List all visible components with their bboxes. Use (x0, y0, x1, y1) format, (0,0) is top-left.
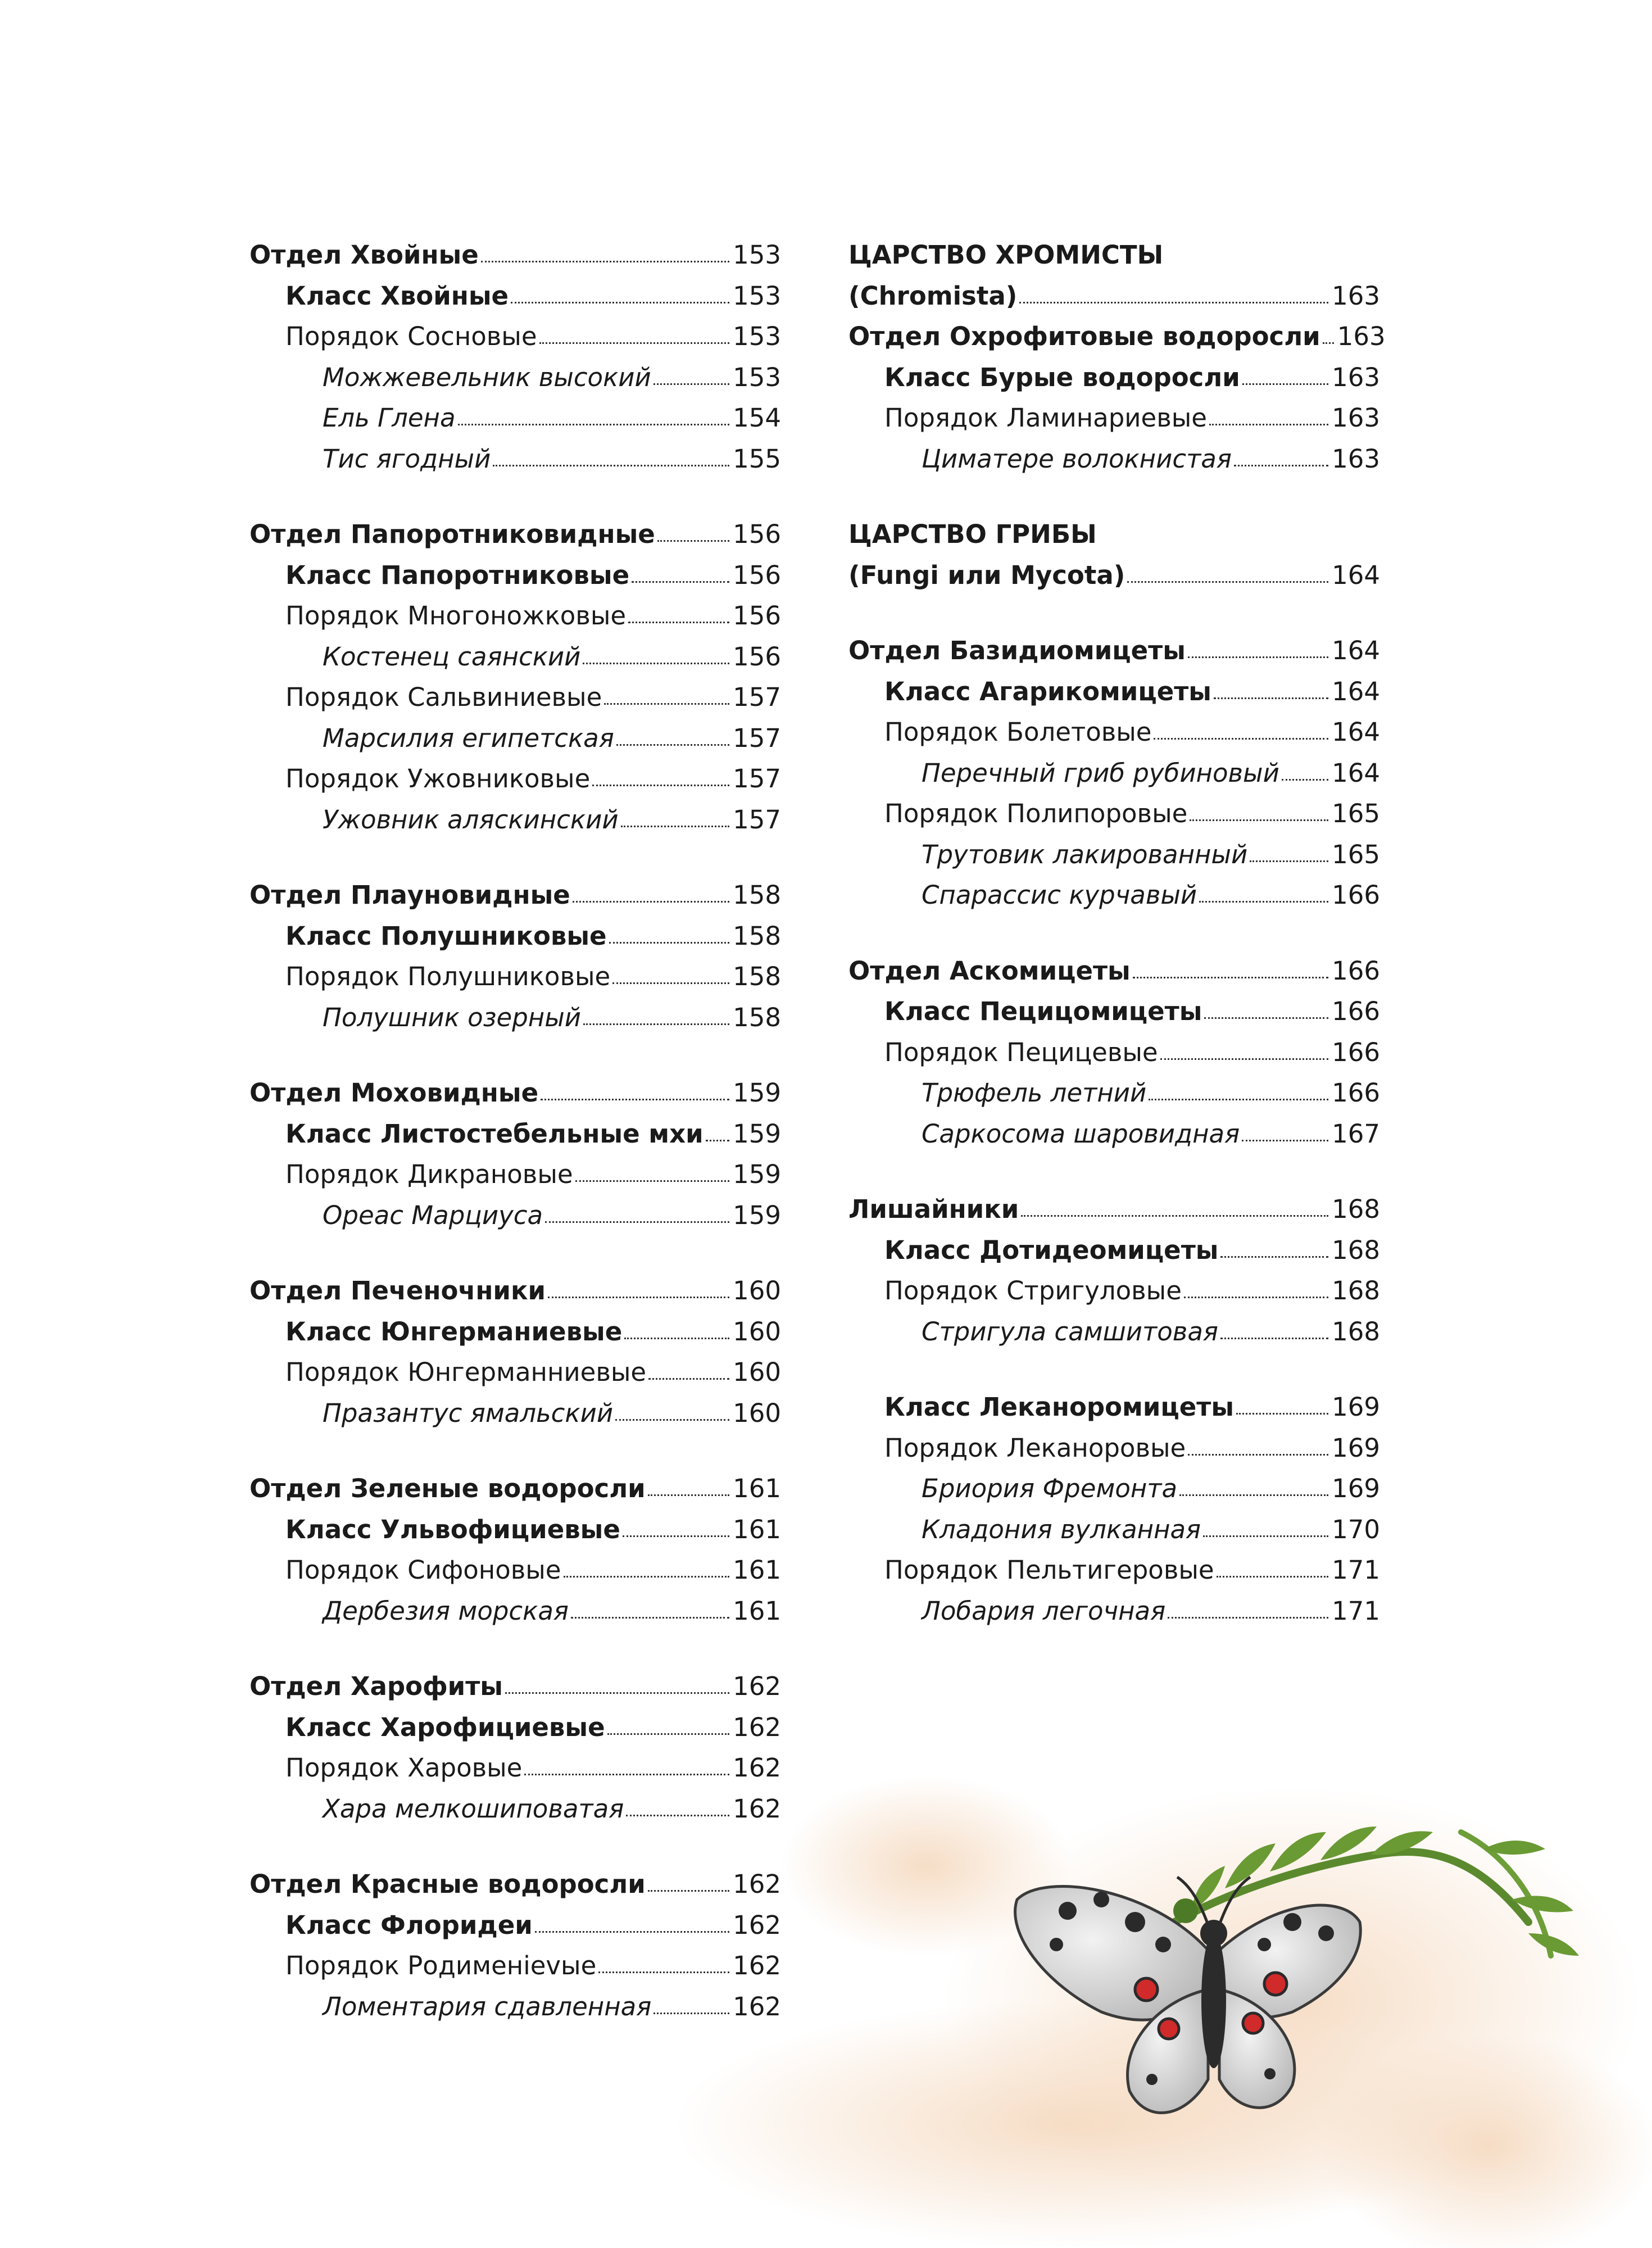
toc-dot-leader (1234, 459, 1328, 466)
toc-page-number: 153 (733, 280, 781, 311)
toc-page-number: 160 (733, 1398, 781, 1428)
toc-dot-leader (1323, 337, 1334, 344)
toc-page-number: 162 (733, 1793, 781, 1824)
toc-page-number: 169 (1332, 1474, 1380, 1503)
toc-dot-leader (1199, 895, 1328, 903)
toc-page-number: 153 (733, 240, 781, 270)
toc-dot-leader (1188, 651, 1328, 658)
toc-dot-leader (1021, 1209, 1328, 1217)
toc-page-number: 159 (733, 1118, 781, 1149)
toc-page-number: 156 (733, 641, 781, 672)
toc-page-number: 170 (1332, 1514, 1380, 1544)
toc-entry[interactable] (848, 1073, 1380, 1114)
toc-entry-label: Лишайники (848, 1194, 1019, 1224)
toc-group (249, 1271, 781, 1434)
toc-entry[interactable] (848, 555, 1380, 596)
toc-entry[interactable] (249, 875, 781, 916)
toc-page-number: 163 (1337, 321, 1386, 351)
toc-page-number: 162 (733, 1991, 781, 2022)
toc-dot-leader (1282, 773, 1328, 781)
toc-entry-label: Празантус ямальский (323, 1398, 614, 1428)
toc-entry-label: Порядок Ламинариевые (884, 403, 1207, 433)
toc-page-number: 157 (733, 804, 781, 835)
toc-entry[interactable] (249, 1114, 781, 1155)
toc-page-number: 160 (733, 1276, 781, 1306)
toc-entry-label: Отдел Печеночники (249, 1276, 546, 1306)
toc-dot-leader (623, 1530, 729, 1537)
toc-group (848, 951, 1380, 1155)
toc-entry[interactable] (249, 596, 781, 637)
toc-entry[interactable] (848, 1271, 1380, 1312)
toc-dot-leader (535, 1925, 729, 1933)
toc-entry[interactable] (848, 398, 1380, 439)
toc-group (249, 1666, 781, 1829)
toc-entry-label: Порядок Многоножковые (285, 601, 627, 631)
toc-dot-leader (1179, 1489, 1328, 1496)
toc-entry-label: Порядок Юнгерманниевые (285, 1357, 647, 1387)
toc-dot-leader (607, 1728, 730, 1735)
toc-dot-leader (1236, 1407, 1328, 1415)
toc-entry[interactable] (249, 316, 781, 357)
toc-entry-label: Класс Папоротниковые (285, 560, 630, 590)
toc-entry-label: Порядок Дикрановые (285, 1159, 573, 1189)
toc-dot-leader (609, 936, 730, 944)
toc-group (249, 1073, 781, 1236)
toc-entry[interactable] (249, 677, 781, 718)
toc-group (848, 631, 1380, 916)
toc-entry-label: Лобария легочная (922, 1596, 1166, 1626)
toc-entry-label: Трутовик лакированный (922, 839, 1248, 869)
toc-dot-leader (1242, 1134, 1328, 1141)
toc-left-column (249, 235, 781, 2062)
toc-entry[interactable] (848, 1510, 1380, 1551)
toc-dot-leader (648, 1884, 729, 1892)
toc-entry-label: Ломентария сдавленная (323, 1991, 652, 2022)
toc-entry-label: Ужовник аляскинский (323, 804, 619, 835)
toc-entry-label: Отдел Моховидные (249, 1078, 539, 1108)
toc-entry[interactable] (249, 1195, 781, 1236)
toc-entry-label: Перечный гриб рубиновый (922, 758, 1279, 788)
toc-page-number: 164 (1332, 636, 1380, 665)
toc-entry-label: Стригула самшитовая (922, 1316, 1218, 1347)
toc-page-number: 163 (1332, 280, 1380, 311)
toc-entry[interactable] (249, 1393, 781, 1434)
toc-entry[interactable] (249, 1591, 781, 1632)
toc-entry-label: Циматере волокнистая (922, 443, 1232, 474)
toc-entry[interactable] (249, 1666, 781, 1707)
toc-entry[interactable] (848, 951, 1380, 992)
toc-page-number: 155 (733, 443, 781, 474)
toc-entry-label: Порядок Леканоровые (884, 1433, 1186, 1463)
toc-page-number: 167 (1332, 1118, 1380, 1149)
toc-dot-leader (1133, 971, 1328, 978)
toc-page-number: 158 (733, 962, 781, 991)
toc-entry[interactable] (848, 276, 1380, 317)
toc-page-number: 160 (733, 1316, 781, 1347)
toc-entry-label: Порядок Сосновые (285, 321, 537, 351)
toc-dot-leader (632, 575, 729, 583)
toc-entry[interactable] (249, 398, 781, 439)
toc-page-number: 165 (1332, 839, 1380, 869)
toc-dot-leader (583, 657, 729, 664)
toc-dot-leader (1220, 1250, 1328, 1258)
toc-entry-label: Класс Флоридеи (285, 1910, 533, 1940)
toc-entry-label: Саркосома шаровидная (922, 1118, 1240, 1149)
toc-dot-leader (616, 738, 729, 746)
toc-entry-label: Порядок Сифоновые (285, 1555, 561, 1585)
toc-entry[interactable] (249, 1352, 781, 1393)
toc-dot-leader (1217, 1570, 1329, 1578)
toc-entry-label: Костенец саянский (323, 641, 581, 672)
toc-page-number: 165 (1332, 799, 1380, 828)
toc-dot-leader (706, 1134, 729, 1141)
toc-page-number: 159 (733, 1200, 781, 1230)
toc-dot-leader (458, 418, 730, 425)
toc-entry-label: Класс Дотидеомицеты (884, 1235, 1219, 1265)
toc-dot-leader (621, 820, 730, 827)
toc-group (249, 1864, 781, 2027)
toc-page-number: 157 (733, 723, 781, 753)
toc-dot-leader (648, 1489, 729, 1496)
toc-page-number: 169 (1332, 1433, 1380, 1463)
toc-page-number: 161 (733, 1555, 781, 1585)
toc-entry[interactable] (249, 276, 781, 317)
toc-dot-leader (511, 296, 729, 303)
toc-entry[interactable] (848, 357, 1380, 398)
toc-page-number: 168 (1332, 1235, 1380, 1265)
toc-entry[interactable] (848, 1591, 1380, 1632)
toc-entry[interactable] (249, 718, 781, 759)
toc-dot-leader (1204, 1012, 1328, 1019)
toc-entry-label: Класс Бурые водоросли (884, 362, 1240, 392)
toc-entry-label: Марсилия египетская (323, 723, 614, 753)
toc-dot-leader (1220, 1332, 1328, 1339)
toc-dot-leader (1019, 296, 1328, 303)
toc-kingdom-heading[interactable] (848, 235, 1380, 276)
toc-dot-leader (1242, 378, 1328, 385)
toc-entry-label: Тис ягодный (323, 443, 491, 474)
toc-entry[interactable] (848, 1189, 1380, 1230)
toc-entry-label: Ореас Марциуса (323, 1200, 543, 1230)
toc-entry-label: Отдел Базидиомицеты (848, 636, 1186, 665)
toc-entry[interactable] (848, 1032, 1380, 1073)
toc-entry-label: Полушник озерный (323, 1002, 581, 1032)
toc-entry[interactable] (249, 1312, 781, 1353)
toc-page-number: 162 (733, 1869, 781, 1899)
toc-entry[interactable] (848, 991, 1380, 1032)
toc-dot-leader (493, 459, 729, 466)
toc-page-number: 164 (1332, 758, 1380, 788)
toc-dot-leader (1149, 1093, 1328, 1100)
toc-entry-label: Класс Хвойные (285, 280, 509, 311)
toc-page-number: 166 (1332, 1037, 1380, 1067)
toc-entry[interactable] (848, 1387, 1380, 1428)
toc-dot-leader (615, 1413, 729, 1421)
toc-entry-label: Отдел Харофиты (249, 1671, 503, 1701)
toc-page-number: 166 (1332, 1078, 1380, 1108)
toc-page-number: 171 (1332, 1555, 1380, 1585)
toc-page-number: 161 (733, 1596, 781, 1626)
toc-entry[interactable] (249, 1073, 781, 1114)
toc-entry-label: Отдел Зеленые водоросли (249, 1474, 646, 1503)
toc-page-number: 153 (733, 321, 781, 351)
toc-dot-leader (481, 255, 729, 262)
toc-entry[interactable] (848, 1428, 1380, 1469)
toc-entry-label: Класс Харофициевые (285, 1712, 605, 1742)
toc-entry[interactable] (249, 1748, 781, 1789)
toc-entry-label: Класс Ульвофициевые (285, 1514, 620, 1544)
toc-dot-leader (564, 1570, 730, 1578)
toc-kingdom-heading[interactable] (848, 514, 1380, 555)
toc-entry[interactable] (848, 631, 1380, 672)
toc-dot-leader (541, 1093, 729, 1100)
toc-entry[interactable] (848, 672, 1380, 713)
toc-dot-leader (1154, 732, 1328, 740)
toc-entry[interactable] (848, 875, 1380, 916)
toc-entry-label: (Chromista) (848, 280, 1018, 311)
toc-dot-leader (626, 1809, 729, 1816)
toc-entry-label: Отдел Красные водоросли (249, 1869, 646, 1899)
toc-page-number: 166 (1332, 955, 1380, 986)
toc-entry-label: Порядок Полушниковые (285, 962, 611, 991)
toc-entry-label: Порядок Харовые (285, 1753, 523, 1783)
toc-group (249, 1469, 781, 1631)
toc-entry[interactable] (848, 316, 1386, 357)
toc-dot-leader (592, 779, 729, 786)
toc-page-number: 166 (1332, 996, 1380, 1026)
toc-entry[interactable] (848, 1550, 1380, 1591)
toc-entry[interactable] (249, 1469, 781, 1510)
toc-dot-leader (1209, 418, 1328, 425)
toc-page-number: 164 (1332, 717, 1380, 747)
toc-group (249, 875, 781, 1038)
toc-entry[interactable] (249, 235, 781, 276)
toc-entry[interactable] (848, 1312, 1380, 1353)
toc-entry[interactable] (249, 1510, 781, 1551)
toc-page-number: 168 (1332, 1276, 1380, 1306)
toc-entry-label: Кладония вулканная (922, 1514, 1201, 1544)
toc-dot-leader (628, 616, 729, 623)
toc-page-number: 171 (1332, 1596, 1380, 1626)
toc-page-number: 158 (733, 1002, 781, 1032)
toc-page-number: 156 (733, 519, 781, 549)
toc-page-number: 163 (1332, 362, 1380, 392)
toc-entry[interactable] (848, 753, 1380, 794)
toc-dot-leader (1184, 1291, 1328, 1298)
toc-entry-label: Отдел Аскомицеты (848, 955, 1131, 986)
toc-entry-label: Отдел Папоротниковидные (249, 519, 655, 549)
toc-entry-label: Порядок Ужовниковые (285, 764, 591, 794)
toc-entry[interactable] (249, 998, 781, 1039)
toc-entry-label: Порядок Полипоровые (884, 799, 1188, 828)
toc-page-number: 158 (733, 880, 781, 910)
toc-entry[interactable] (249, 514, 781, 555)
toc-entry[interactable] (249, 637, 781, 678)
toc-entry[interactable] (249, 1154, 781, 1195)
toc-entry-label: Хара мелкошиповатая (323, 1793, 624, 1824)
toc-entry[interactable] (249, 1550, 781, 1591)
toc-dot-leader (539, 337, 730, 344)
toc-page-number: 162 (733, 1671, 781, 1701)
toc-dot-leader (583, 1018, 729, 1025)
toc-entry-label: (Fungi или Mycota) (848, 560, 1125, 590)
toc-page-number: 159 (733, 1159, 781, 1189)
toc-entry-label: Дербезия морская (323, 1596, 569, 1626)
toc-page-number: 162 (733, 1951, 781, 1980)
toc-entry-label: Порядок Пельтигеровые (884, 1555, 1214, 1585)
toc-dot-leader (1188, 1448, 1328, 1456)
toc-page-number: 168 (1332, 1194, 1380, 1224)
toc-page-number: 159 (733, 1078, 781, 1108)
toc-dot-leader (624, 1332, 729, 1339)
toc-page-number: 162 (733, 1712, 781, 1742)
toc-group (249, 235, 781, 479)
toc-page-number: 162 (733, 1910, 781, 1940)
toc-entry[interactable] (249, 800, 781, 841)
toc-dot-leader (648, 1372, 729, 1380)
toc-entry-label: Класс Агарикомицеты (884, 676, 1211, 706)
toc-dot-leader (1160, 1053, 1329, 1060)
toc-page-number: 166 (1332, 880, 1380, 910)
toc-entry[interactable] (848, 439, 1380, 480)
toc-right-column (848, 235, 1386, 1666)
toc-entry-label: Порядок Сальвиниевые (285, 682, 602, 712)
toc-dot-leader (653, 2007, 729, 2014)
toc-page-number: 163 (1332, 443, 1380, 474)
toc-entry-label: Отдел Охрофитовые водоросли (848, 321, 1320, 351)
toc-entry-label: ЦАРСТВО ХРОМИСТЫ (848, 240, 1164, 270)
toc-dot-leader (1214, 692, 1328, 699)
toc-group (848, 1189, 1380, 1352)
toc-dot-leader (1203, 1530, 1328, 1537)
toc-entry-label: Класс Полушниковые (285, 921, 607, 951)
toc-page-number: 153 (733, 362, 781, 392)
toc-dot-leader (657, 534, 729, 542)
toc-dot-leader (612, 977, 729, 984)
toc-entry-label: Порядок Родименievые (285, 1951, 597, 1980)
toc-entry[interactable] (249, 1707, 781, 1748)
toc-dot-leader (1168, 1611, 1328, 1619)
toc-entry-label: Ель Глена (323, 403, 456, 433)
toc-entry[interactable] (249, 1987, 781, 2028)
toc-group (848, 514, 1380, 596)
toc-entry[interactable] (249, 1946, 781, 1987)
toc-entry[interactable] (249, 1789, 781, 1830)
toc-page-number: 157 (733, 764, 781, 794)
toc-dot-leader (604, 697, 729, 705)
toc-entry[interactable] (249, 1271, 781, 1312)
toc-page-number: 154 (733, 403, 781, 433)
toc-entry[interactable] (848, 1114, 1380, 1155)
toc-page-number: 158 (733, 921, 781, 951)
toc-group (848, 235, 1386, 479)
toc-page-number: 168 (1332, 1316, 1380, 1347)
toc-dot-leader (575, 1175, 730, 1182)
toc-entry-label: Трюфель летний (922, 1078, 1147, 1108)
toc-entry[interactable] (848, 835, 1380, 876)
toc-entry-label: Порядок Стригуловые (884, 1276, 1182, 1306)
toc-entry[interactable] (249, 1905, 781, 1946)
toc-entry-label: Класс Пецицомицеты (884, 996, 1202, 1026)
toc-entry-label: Класс Листостебельные мхи (285, 1118, 704, 1149)
toc-group (848, 1387, 1380, 1631)
toc-page-number: 161 (733, 1514, 781, 1544)
toc-entry[interactable] (249, 957, 781, 998)
toc-entry[interactable] (848, 794, 1380, 835)
toc-dot-leader (653, 378, 729, 385)
toc-entry-label: Порядок Пецицевые (884, 1037, 1158, 1067)
toc-page-number: 164 (1332, 560, 1380, 590)
toc-entry-label: ЦАРСТВО ГРИБЫ (848, 519, 1097, 549)
toc-page-number: 156 (733, 601, 781, 631)
toc-page-number: 164 (1332, 676, 1380, 706)
toc-entry-label: Отдел Хвойные (249, 240, 479, 270)
toc-entry[interactable] (848, 1230, 1380, 1271)
toc-dot-leader (1127, 575, 1328, 583)
toc-page-number: 160 (733, 1357, 781, 1387)
toc-group (249, 514, 781, 840)
toc-dot-leader (598, 1966, 729, 1973)
toc-entry-label: Можжевельник высокий (323, 362, 651, 392)
toc-entry-label: Класс Юнгерманиевые (285, 1316, 623, 1347)
toc-dot-leader (571, 1611, 729, 1619)
toc-entry-label: Бриория Фремонта (922, 1474, 1178, 1503)
toc-dot-leader (524, 1768, 729, 1775)
toc-dot-leader (1190, 814, 1328, 821)
toc-entry[interactable] (249, 439, 781, 480)
toc-entry-label: Отдел Плауновидные (249, 880, 570, 910)
toc-dot-leader (505, 1687, 729, 1694)
toc-dot-leader (573, 895, 729, 903)
toc-page-number: 169 (1332, 1392, 1380, 1422)
toc-entry[interactable] (848, 712, 1380, 753)
toc-page-number: 163 (1332, 403, 1380, 433)
toc-entry-label: Спарассис курчавый (922, 880, 1197, 910)
toc-page-number: 162 (733, 1753, 781, 1783)
toc-entry[interactable] (249, 555, 781, 596)
toc-entry[interactable] (249, 759, 781, 800)
toc-entry-label: Класс Леканоромицеты (884, 1392, 1235, 1422)
toc-entry[interactable] (249, 1864, 781, 1905)
toc-entry[interactable] (848, 1469, 1380, 1510)
toc-entry[interactable] (249, 916, 781, 957)
toc-dot-leader (1250, 855, 1328, 862)
toc-page-number: 156 (733, 560, 781, 590)
toc-entry-label: Порядок Болетовые (884, 717, 1152, 747)
toc-entry[interactable] (249, 357, 781, 398)
toc-page-number: 157 (733, 682, 781, 712)
toc-dot-leader (548, 1291, 729, 1298)
toc-page-number: 161 (733, 1474, 781, 1503)
toc-dot-leader (545, 1216, 729, 1223)
